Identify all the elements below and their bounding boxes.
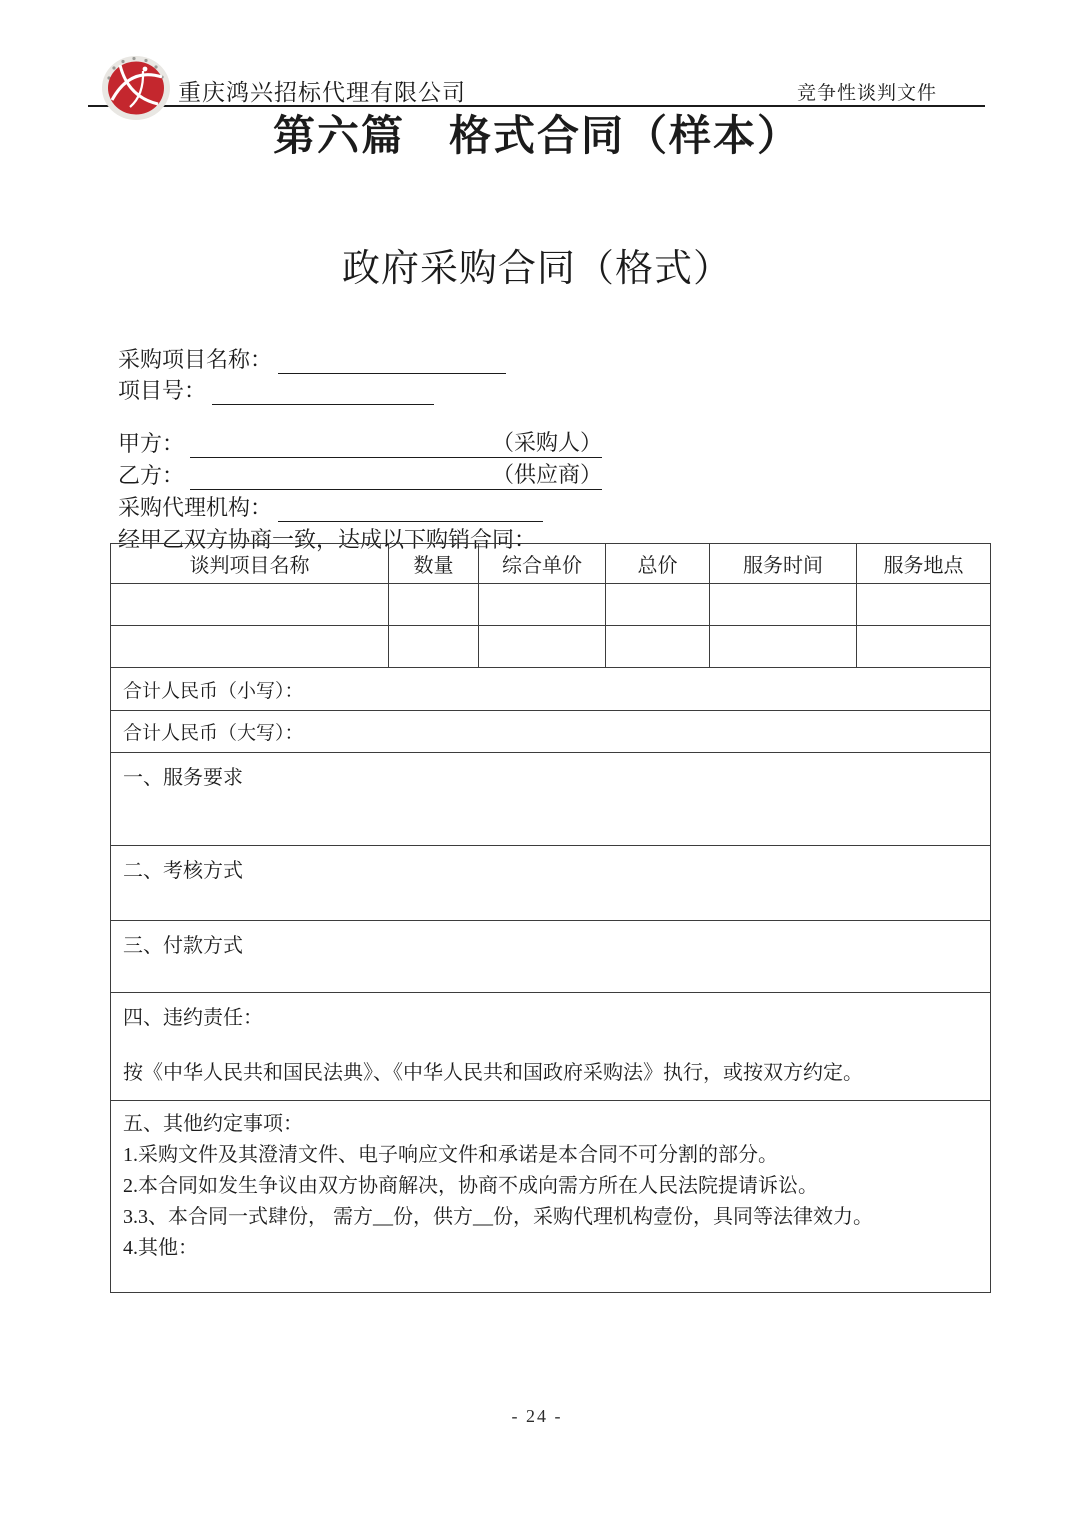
empty-cell (111, 626, 389, 668)
table-header-row (111, 544, 991, 584)
contract-title: 政府采购合同（格式） (341, 248, 732, 290)
agency-row (118, 491, 602, 522)
empty-cell (857, 584, 991, 626)
total-lower-label: 合计人民币（小写）： (111, 668, 991, 711)
page-header (88, 0, 985, 107)
breach-liability-row (111, 993, 991, 1101)
other-terms-row (111, 1101, 991, 1293)
other-terms-title: 五、其他约定事项： (123, 1113, 303, 1135)
total-upper-row (111, 711, 991, 753)
contract-table (110, 543, 991, 1293)
party-fields (118, 427, 602, 555)
other-terms-item-1: 1.采购文件及其澄清文件、电子响应文件和承诺是本合同不可分割的部分。 (123, 1144, 778, 1166)
project-no-row (118, 375, 506, 405)
payment-method-row (111, 921, 991, 993)
empty-cell (479, 626, 606, 668)
empty-cell (111, 584, 389, 626)
breach-liability-body: 按《中华人民共和国民法典》、《中华人民共和国政府采购法》执行，或按双方约定。 (123, 1062, 863, 1084)
page-number: - 24 - (511, 1406, 563, 1426)
total-upper-label: 合计人民币（大写）： (111, 711, 991, 753)
col-header-total-price: 总价 (606, 544, 710, 584)
party-a-suffix: （采购人） (492, 426, 602, 458)
total-lower-row (111, 668, 991, 711)
assessment-method-row (111, 846, 991, 921)
empty-cell (710, 626, 857, 668)
section-title: 第六篇 格式合同（样本） (272, 114, 801, 160)
empty-item-row (111, 584, 991, 626)
breach-liability-title: 四、违约责任： (123, 1007, 263, 1029)
agreement-text: 经甲乙双方协商一致，达成以下购销合同： (118, 527, 537, 552)
empty-cell (389, 584, 479, 626)
assessment-method-title: 二、考核方式 (111, 846, 991, 921)
other-terms-item-2: 2.本合同如发生争议由双方协商解决，协商不成向需方所在人民法院提请诉讼。 (123, 1175, 818, 1197)
empty-cell (606, 626, 710, 668)
agency-label: 采购代理机构： (118, 495, 273, 520)
party-a-label: 甲方： (118, 431, 185, 456)
other-terms-item-4: 4.其他： (123, 1237, 198, 1259)
company-logo-icon (100, 55, 172, 122)
project-name-blank (278, 349, 506, 374)
col-header-quantity: 数量 (389, 544, 479, 584)
party-a-row (118, 427, 602, 458)
party-b-row (118, 459, 602, 490)
empty-cell (479, 584, 606, 626)
empty-cell (606, 584, 710, 626)
project-name-label: 采购项目名称： (118, 347, 273, 372)
empty-cell (710, 584, 857, 626)
party-b-blank (190, 465, 492, 490)
project-no-blank (212, 380, 434, 405)
col-header-unit-price: 综合单价 (479, 544, 606, 584)
payment-method-title: 三、付款方式 (111, 921, 991, 993)
party-b-label: 乙方： (118, 463, 185, 488)
project-name-row (118, 344, 506, 374)
doc-type-label: 竞争性谈判文件 (796, 83, 937, 104)
empty-cell (389, 626, 479, 668)
service-requirements-row (111, 753, 991, 846)
col-header-service-place: 服务地点 (857, 544, 991, 584)
agency-blank (278, 497, 543, 522)
party-b-suffix: （供应商） (492, 458, 602, 490)
project-no-label: 项目号： (118, 378, 207, 403)
company-name: 重庆鸿兴招标代理有限公司 (178, 80, 466, 105)
empty-item-row (111, 626, 991, 668)
project-fields (118, 344, 506, 406)
empty-cell (857, 626, 991, 668)
service-requirements-title: 一、服务要求 (111, 753, 991, 846)
col-header-service-time: 服务时间 (710, 544, 857, 584)
party-a-blank (190, 433, 492, 458)
col-header-item-name: 谈判项目名称 (111, 544, 389, 584)
other-terms-item-3: 3.3、本合同一式肆份， 需方__份，供方__份，采购代理机构壹份，具同等法律效力。 (123, 1206, 873, 1228)
